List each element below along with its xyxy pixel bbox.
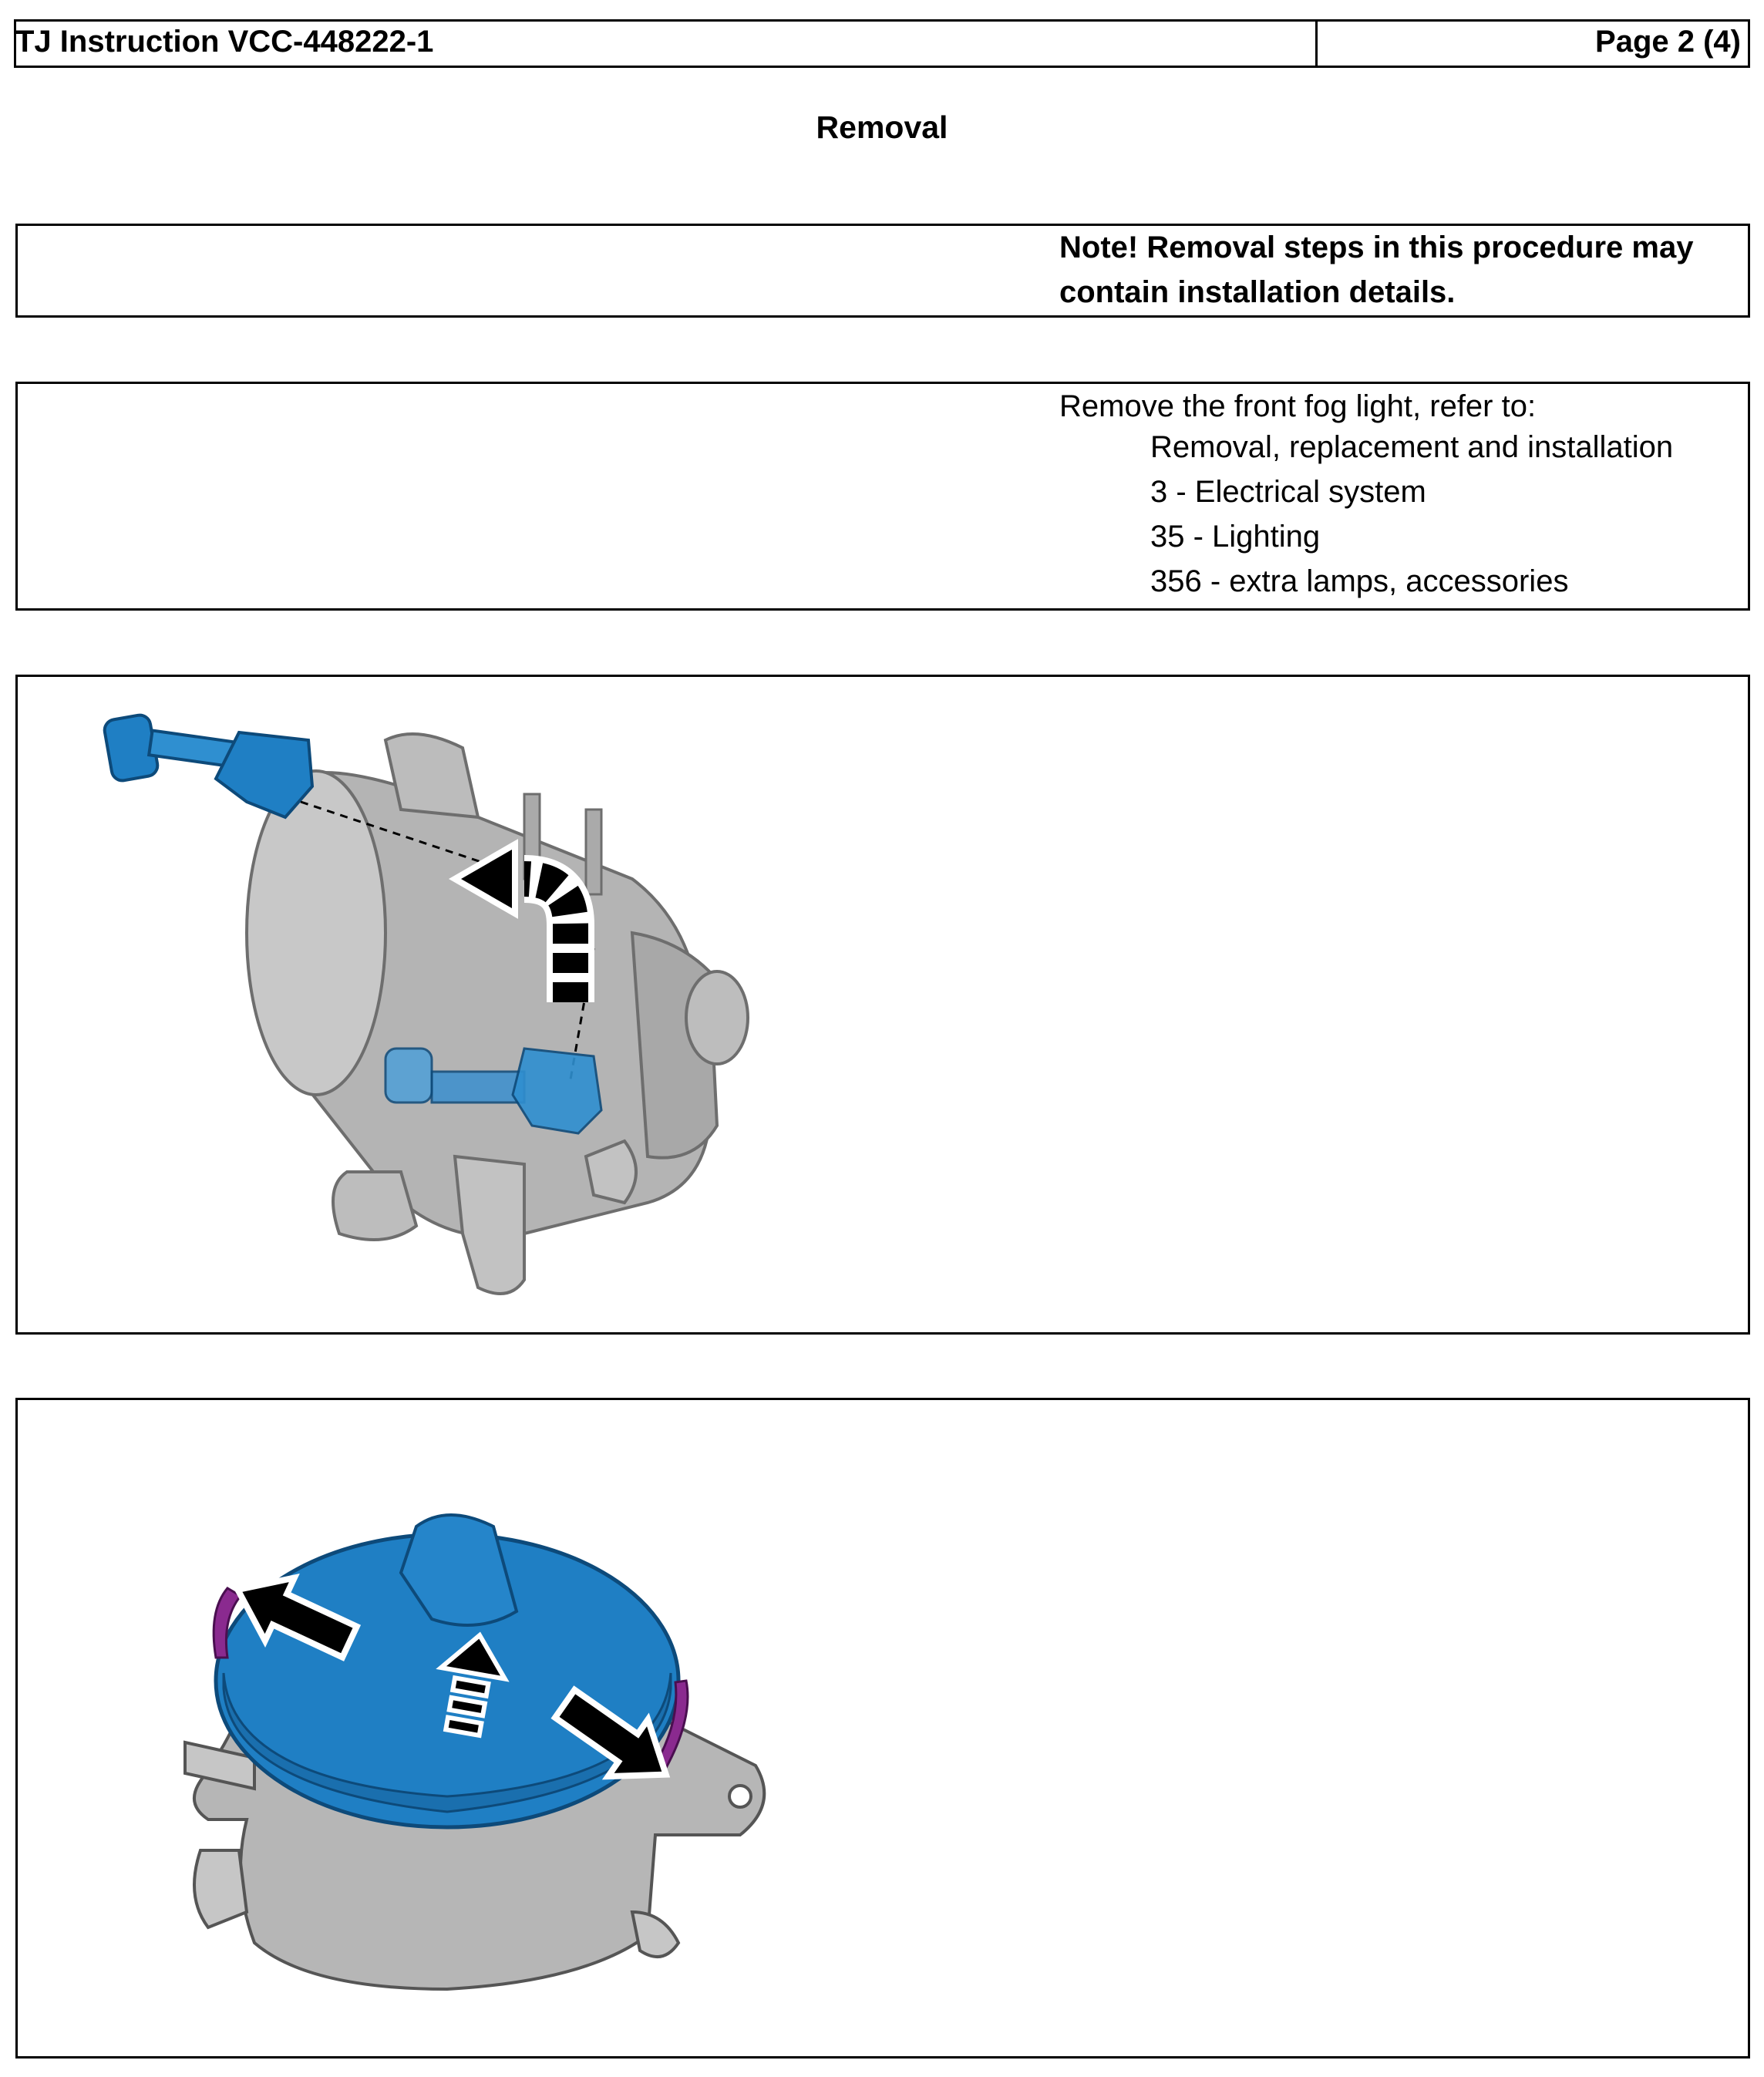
fog-light-bezel bbox=[216, 1515, 678, 1827]
step1-intro: Remove the front fog light, refer to: bbox=[1059, 389, 1537, 423]
ref-item-0: Removal, replacement and installation bbox=[1150, 430, 1674, 464]
bulb-removed bbox=[103, 713, 312, 817]
doc-title: TJ Instruction VCC-448222-1 bbox=[15, 25, 434, 59]
note-text: Note! Removal steps in this procedure may contain installation details. bbox=[1059, 231, 1694, 309]
page-label: Page 2 (4) bbox=[1595, 25, 1741, 59]
fog-light-front-illustration bbox=[154, 1480, 848, 2005]
ref-item-3: 356 - extra lamps, accessories bbox=[1150, 564, 1569, 598]
fog-light-rear-illustration bbox=[93, 694, 786, 1311]
ref-item-1: 3 - Electrical system bbox=[1150, 475, 1426, 509]
ref-item-2: 35 - Lighting bbox=[1150, 520, 1321, 554]
section-title: Removal bbox=[816, 109, 948, 145]
